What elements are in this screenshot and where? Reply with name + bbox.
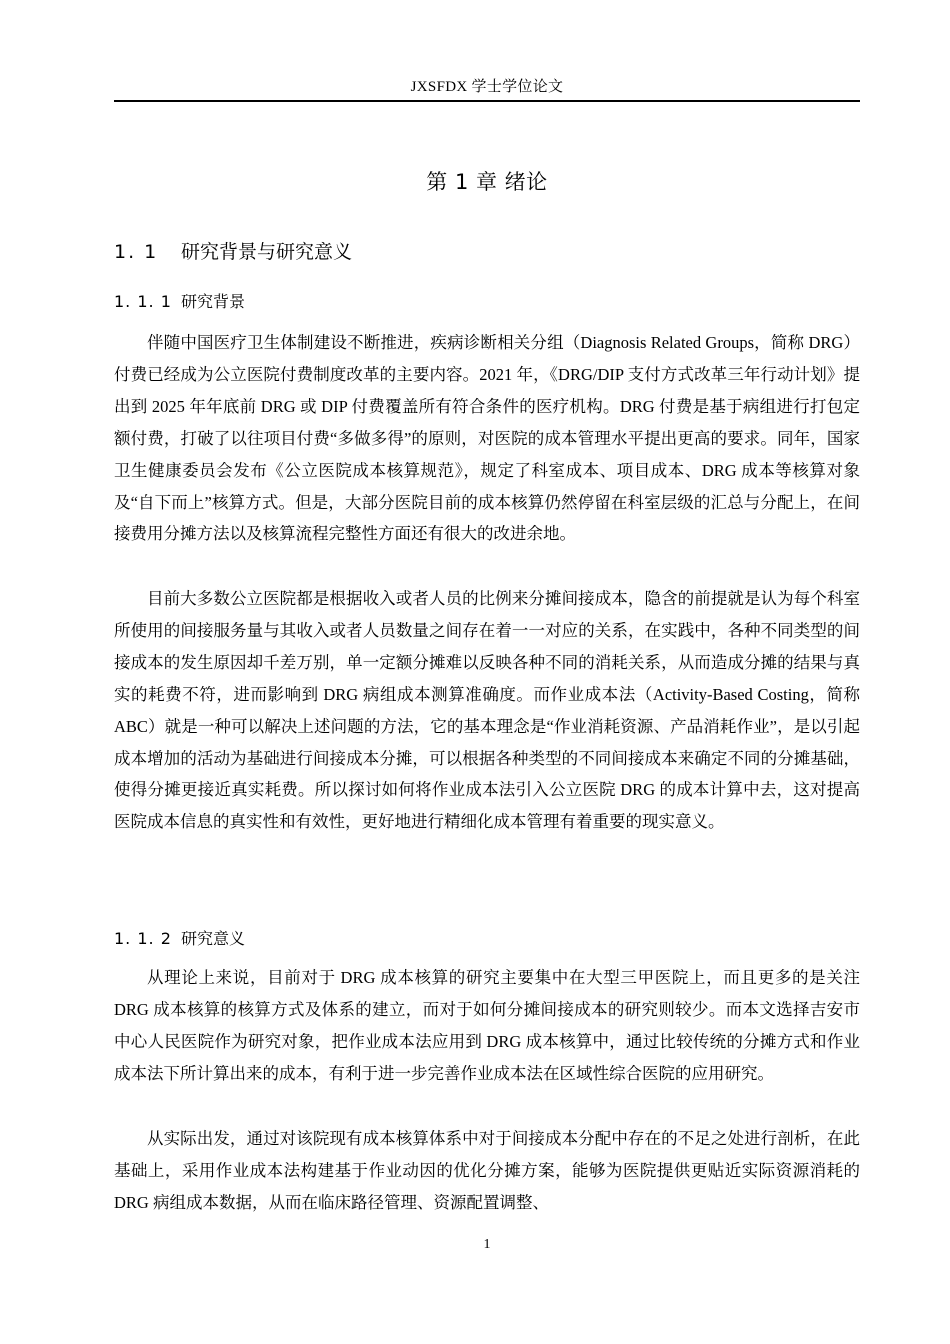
section-title: 研究背景与研究意义 [181,241,353,263]
section-heading-1-1 [114,238,352,266]
body-paragraph: 从理论上来说，目前对于 DRG 成本核算的研究主要集中在大型三甲医院上，而且更多的是关注 DRG 成本核算的核算方式及体系的建立，而对于如何分摊间接成本的研究则较少。而本文选择吉安市中心人民医院作为研究对象，把作业成本法应用到 DRG 成本核算中，通过比较传统的分摊方式和作业成本法下所计算出来的成本，有利于进一步完善作业成本法在区域性综合医院的应用研究。 [114,968,860,1083]
body-paragraph: 目前大多数公立医院都是根据收入或者人员的比例来分摊间接成本，隐含的前提就是认为每个科室所使用的间接服务量与其收入或者人员数量之间存在着一一对应的关系，在实践中，各种不同类型的间接成本的发生原因却千差万别，单一定额分摊难以反映各种不同的消耗关系，从而造成分摊的结果与真实的耗费不符，进而影响到 DRG 病组成本测算准确度。而作业成本法（Activity-Based Costing，简称 ABC）就是一种可以解决上述问题的方法，它的基本理念是“作业消耗资源、产品消耗作业”，是以引起成本增加的活动为基础进行间接成本分摊，可以根据各种类型的不同间接成本来确定不同的分摊基础，使得分摊更接近真实耗费。所以探讨如何将作业成本法引入公立医院 DRG 的成本计算中去，这对提高医院成本信息的真实性和有效性，更好地进行精细化成本管理有着重要的现实意义。 [114,589,860,832]
page-number: 1 [483,1237,491,1252]
subsection-number: 1. 1. 2 [114,929,172,948]
chapter-title: 第 1 章 绪论 [426,170,548,194]
subsection-title: 研究意义 [181,929,246,948]
subsection-number: 1. 1. 1 [114,292,172,311]
header-rule [114,100,860,102]
running-header: JXSFDX 学士学位论文 [410,79,564,95]
subsection-heading-1-1-2 [114,927,245,951]
subsection-title: 研究背景 [181,292,246,311]
section-number: 1. 1 [114,241,159,263]
body-paragraph: 伴随中国医疗卫生体制建设不断推进，疾病诊断相关分组（Diagnosis Related Groups，简称 DRG）付费已经成为公立医院付费制度改革的主要内容。2021 年，《DRG/DIP 支付方式改革三年行动计划》提出到 2025 年年底前 DRG 或 DIP 付费覆盖所有符合条件的医疗机构。DRG 付费是基于病组进行打包定额付费，打破了以往项目付费“多做多得”的原则，对医院的成本管理水平提出更高的要求。同年，国家卫生健康委员会发布《公立医院成本核算规范》，规定了科室成本、项目成本、DRG 成本等核算对象及“自下而上”核算方式。但是，大部分医院目前的成本核算仍然停留在科室层级的汇总与分配上，在间接费用分摊方法以及核算流程完整性方面还有很大的改进余地。 [114,333,860,544]
body-paragraph: 从实际出发，通过对该院现有成本核算体系中对于间接成本分配中存在的不足之处进行剖析，在此基础上，采用作业成本法构建基于作业动因的优化分摊方案，能够为医院提供更贴近实际资源消耗的 DRG 病组成本数据，从而在临床路径管理、资源配置调整、 [114,1129,860,1212]
subsection-heading-1-1-1 [114,290,245,314]
